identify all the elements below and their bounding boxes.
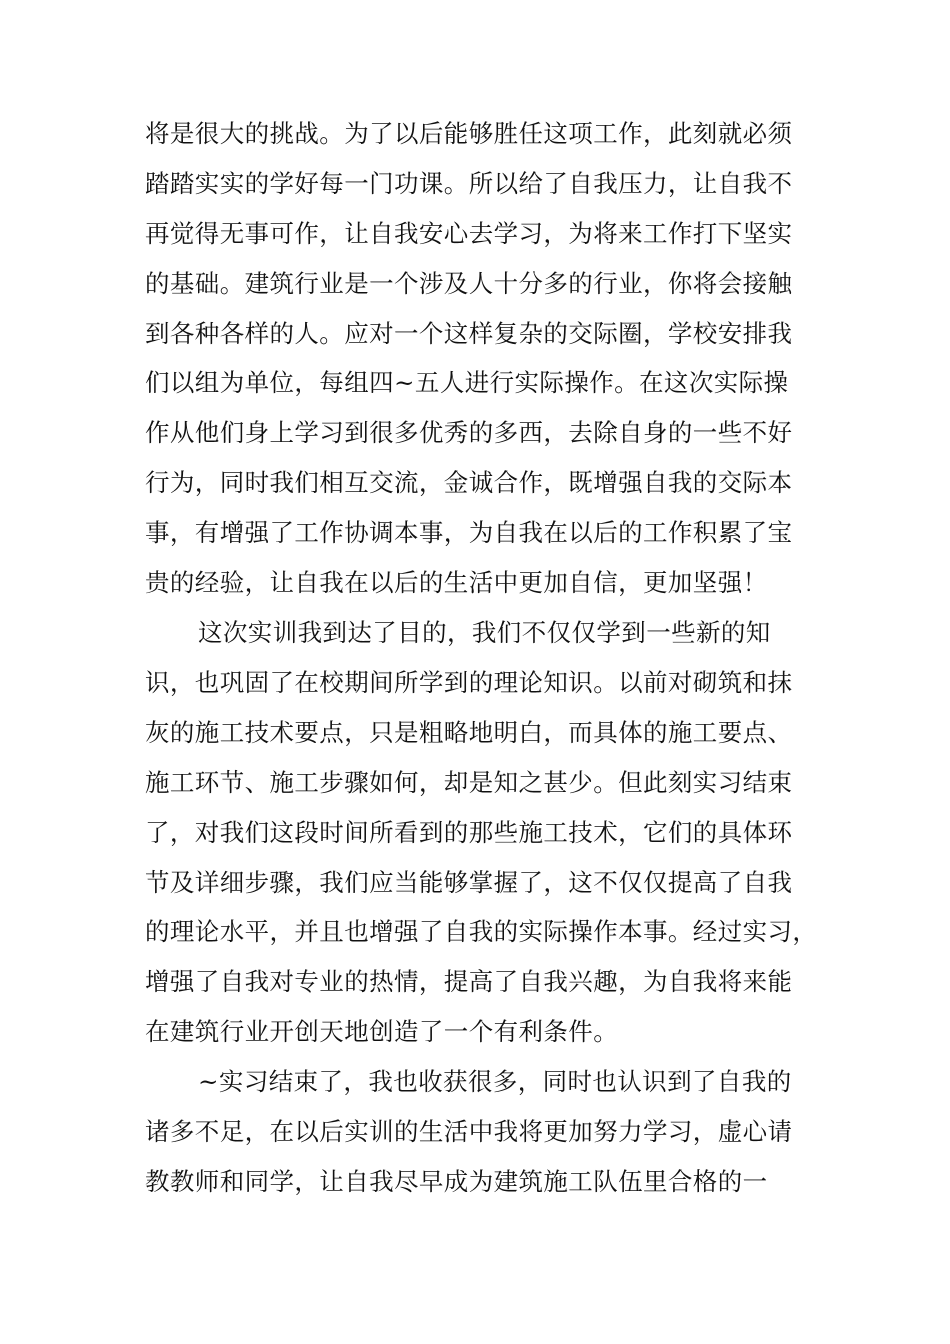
text-line: 了，对我们这段时间所看到的那些施工技术，它们的具体环 xyxy=(145,818,793,847)
text-line: 再觉得无事可作，让自我安心去学习，为将来工作打下坚实 xyxy=(145,219,793,248)
text-line: 行为，同时我们相互交流，金诚合作，既增强自我的交际本 xyxy=(145,468,793,497)
text-line: 施工环节、施工步骤如何，却是知之甚少。但此刻实习结束 xyxy=(145,768,793,797)
text-line: 教教师和同学，让自我尽早成为建筑施工队伍里合格的一 xyxy=(145,1167,768,1196)
text-line: 们以组为单位，每组四~五人进行实际操作。在这次实际操 xyxy=(145,368,789,397)
text-line: 的理论水平，并且也增强了自我的实际操作本事。经过实习， xyxy=(145,917,818,946)
text-line: 踏踏实实的学好每一门功课。所以给了自我压力，让自我不 xyxy=(145,169,793,198)
text-line: 贵的经验，让自我在以后的生活中更加自信，更加坚强！ xyxy=(145,568,768,597)
text-line: 到各种各样的人。应对一个这样复杂的交际圈，学校安排我 xyxy=(145,319,793,348)
text-line: 灰的施工技术要点，只是粗略地明白，而具体的施工要点、 xyxy=(145,718,793,747)
text-line: 将是很大的挑战。为了以后能够胜任这项工作，此刻就必须 xyxy=(145,119,793,148)
text-line: 事，有增强了工作协调本事，为自我在以后的工作积累了宝 xyxy=(145,518,793,547)
paragraph-first-line: ~实习结束了，我也收获很多，同时也认识到了自我的 xyxy=(198,1067,792,1096)
paragraph-first-line: 这次实训我到达了目的，我们不仅仅学到一些新的知 xyxy=(198,618,771,647)
text-line: 识，也巩固了在校期间所学到的理论知识。以前对砌筑和抹 xyxy=(145,668,793,697)
text-line: 诸多不足，在以后实训的生活中我将更加努力学习，虚心请 xyxy=(145,1117,793,1146)
text-line: 增强了自我对专业的热情，提高了自我兴趣，为自我将来能 xyxy=(145,967,793,996)
text-line: 作从他们身上学习到很多优秀的多西，去除自身的一些不好 xyxy=(145,418,793,447)
text-line: 的基础。建筑行业是一个涉及人十分多的行业，你将会接触 xyxy=(145,269,793,298)
text-line: 节及详细步骤，我们应当能够掌握了，这不仅仅提高了自我 xyxy=(145,868,793,897)
text-line: 在建筑行业开创天地创造了一个有利条件。 xyxy=(145,1017,619,1046)
